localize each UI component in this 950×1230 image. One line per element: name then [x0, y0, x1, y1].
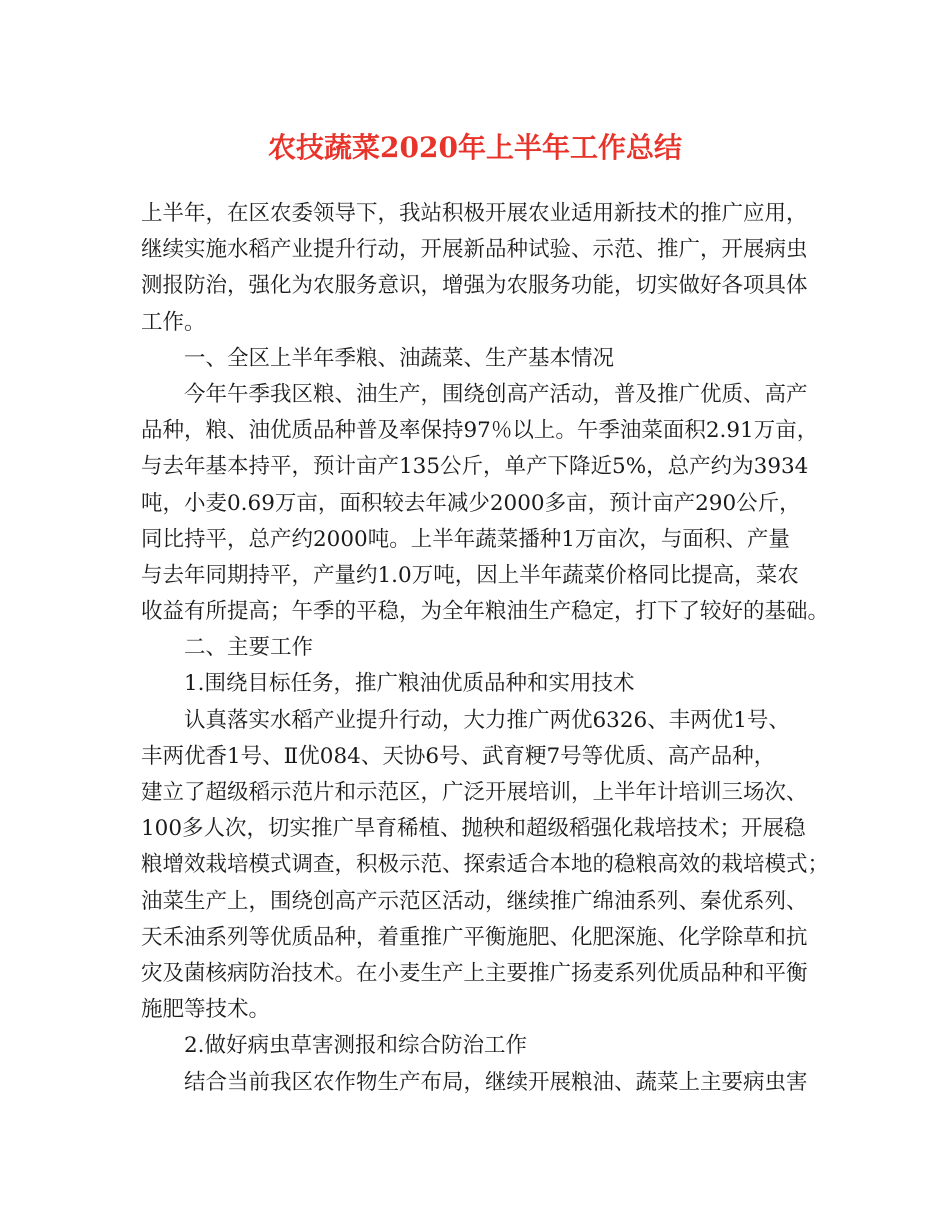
body-line: 粮增效栽培模式调查，积极示范、探索适合本地的稳粮高效的栽培模式；: [141, 852, 830, 878]
section-heading: 二、主要工作: [184, 635, 314, 661]
body-line: 吨，小麦0.69万亩，面积较去年减少2000多亩，预计亩产290公斤，: [141, 490, 801, 516]
body-line: 收益有所提高；午季的平稳，为全年粮油生产稳定，打下了较好的基础。: [141, 599, 830, 625]
document-title: 农技蔬菜2020年上半年工作总结: [268, 131, 682, 164]
subsection-heading: 2.做好病虫草害测报和综合防治工作: [184, 1033, 528, 1059]
body-line: 丰两优香1号、Ⅱ优084、天协6号、武育粳7号等优质、高产品种，: [141, 743, 776, 769]
document-body: [141, 196, 830, 1101]
body-line: 结合当前我区农作物生产布局，继续开展粮油、蔬菜上主要病虫害: [184, 1069, 808, 1095]
body-line: 认真落实水稻产业提升行动，大力推广两优6326、丰两优1号、: [184, 707, 790, 733]
body-line: 施肥等技术。: [141, 997, 271, 1023]
body-line: 上半年，在区农委领导下，我站积极开展农业适用新技术的推广应用，: [141, 201, 808, 226]
body-line: 天禾油系列等优质品种，着重推广平衡施肥、化肥深施、化学除草和抗: [141, 924, 808, 950]
body-line: 100多人次，切实推广旱育稀植、抛秧和超级稻强化栽培技术；开展稳: [141, 816, 806, 842]
body-line: 建立了超级稻示范片和示范区，广泛开展培训，上半年计培训三场次、: [141, 780, 808, 805]
section-heading: 一、全区上半年季粮、油蔬菜、生产基本情况: [184, 345, 615, 371]
body-line: 同比持平，总产约2000吨。上半年蔬菜播种1万亩次，与面积、产量: [141, 526, 790, 552]
body-line: 测报防治，强化为农服务意识，增强为农服务功能，切实做好各项具体: [141, 273, 808, 299]
body-line: 与去年同期持平，产量约1.0万吨，因上半年蔬菜价格同比提高，菜农: [141, 562, 799, 588]
body-line: 工作。: [141, 309, 206, 335]
body-line: 品种，粮、油优质品种普及率保持97％以上。午季油菜面积2.91万亩，: [141, 418, 819, 444]
body-line: 油菜生产上，围绕创高产示范区活动，继续推广绵油系列、秦优系列、: [141, 888, 808, 914]
body-line: 今年午季我区粮、油生产，围绕创高产活动，普及推广优质、高产: [184, 381, 808, 407]
body-line: 与去年基本持平，预计亩产135公斤，单产下降近5%，总产约为3934: [141, 454, 809, 480]
subsection-heading: 1.围绕目标任务，推广粮油优质品种和实用技术: [184, 671, 635, 697]
body-line: 灾及菌核病防治技术。在小麦生产上主要推广扬麦系列优质品种和平衡: [141, 960, 808, 986]
body-line: 继续实施水稻产业提升行动，开展新品种试验、示范、推广，开展病虫: [141, 237, 808, 263]
